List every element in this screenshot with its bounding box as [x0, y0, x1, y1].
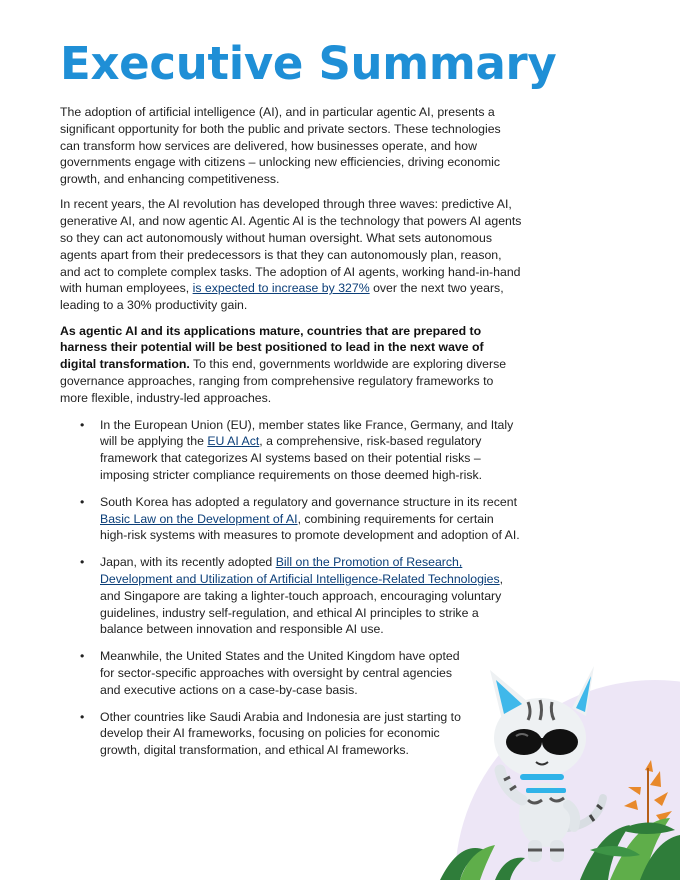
paragraph-governance — [60, 323, 522, 407]
productivity-stat-link[interactable]: is expected to increase by 327% — [192, 281, 370, 296]
paragraph-text: To this end, governments worldwide are exploring diverse governance approaches, ranging from comprehensive regulatory frameworks to more flexible, industry-led approaches. — [60, 357, 507, 405]
japan-ai-bill-link[interactable]: Bill on the Promotion of Research, Development and Utilization of Artificial Intelligence-Related Technologies — [100, 555, 500, 586]
list-item-us-uk — [60, 648, 465, 698]
list-item-text: , combining requirements for certain high-risk systems with measures to promote development and adoption of AI. — [100, 511, 520, 543]
list-item-text: , a comprehensive, risk-based regulatory framework that categorizes AI systems based on their potential risks – imposing stricter compliance requirements on those deemed high-risk. — [100, 434, 483, 482]
eu-ai-act-link[interactable]: EU AI Act — [207, 434, 260, 449]
paragraph-text: over the next two years, leading to a 30% productivity gain. — [60, 281, 504, 313]
list-item-text: Japan, with its recently adopted — [100, 555, 276, 570]
list-item-text: Meanwhile, the United States and the United Kingdom have opted for sector-specific approaches with oversight by central agencies and executive actions on a case-by-case basis. — [100, 649, 460, 697]
list-item-text: , and Singapore are taking a lighter-touch approach, encouraging voluntary guidelines, industry self-regulation, and ethical AI principles to strike a balance between innovation and responsible AI use. — [100, 571, 504, 637]
list-item-text: South Korea has adopted a regulatory and governance structure in its recent — [100, 494, 517, 509]
list-item-text: In the European Union (EU), member states like France, Germany, and Italy will be applying the — [100, 417, 514, 449]
list-item-text: Other countries like Saudi Arabia and Indonesia are just starting to develop their AI frameworks, focusing on policies for economic growth, digital transformation, and ethical AI frameworks. — [100, 709, 461, 758]
paragraph-intro: The adoption of artificial intelligence (AI), and in particular agentic AI, presents a significant opportunity for both the public and private sectors. These technologies can transform how services are delivered, how businesses operate, and how governments engage with citizens – unlocking new efficiencies, driving economic growth, and enhancing competitiveness. — [60, 105, 501, 187]
bullet-dot-icon: • — [80, 709, 85, 724]
list-item-eu — [60, 417, 522, 484]
page-title: Executive Summary — [60, 37, 557, 90]
bullet-dot-icon: • — [80, 649, 85, 664]
bullet-dot-icon: • — [80, 555, 85, 570]
paragraph-ai-waves — [60, 196, 522, 314]
korea-basic-law-link[interactable]: Basic Law on the Development of AI — [100, 511, 298, 526]
list-item-saudi-indonesia — [60, 709, 465, 759]
cat-mascot-with-sunglasses-icon — [440, 650, 680, 880]
bullet-dot-icon: • — [80, 494, 85, 509]
bullet-dot-icon: • — [80, 417, 85, 432]
paragraph-text: In recent years, the AI revolution has developed through three waves: predictive AI, generative AI, and now agentic AI. Agentic AI is the technology that powers AI agents so they can act autonomously without human oversight. What sets autonomous agents apart from their predecessors is that they can autonomously plan, reason, and act to complete complex tasks. The adoption of AI agents, working hand-in-hand with human employees, — [60, 197, 522, 296]
list-item-south-korea — [60, 494, 522, 544]
bold-lead-sentence: As agentic AI and its applications mature, countries that are prepared to harness their potential will be best positioned to lead in the next wave of digital transformation. — [60, 323, 484, 372]
list-item-japan — [60, 554, 522, 638]
